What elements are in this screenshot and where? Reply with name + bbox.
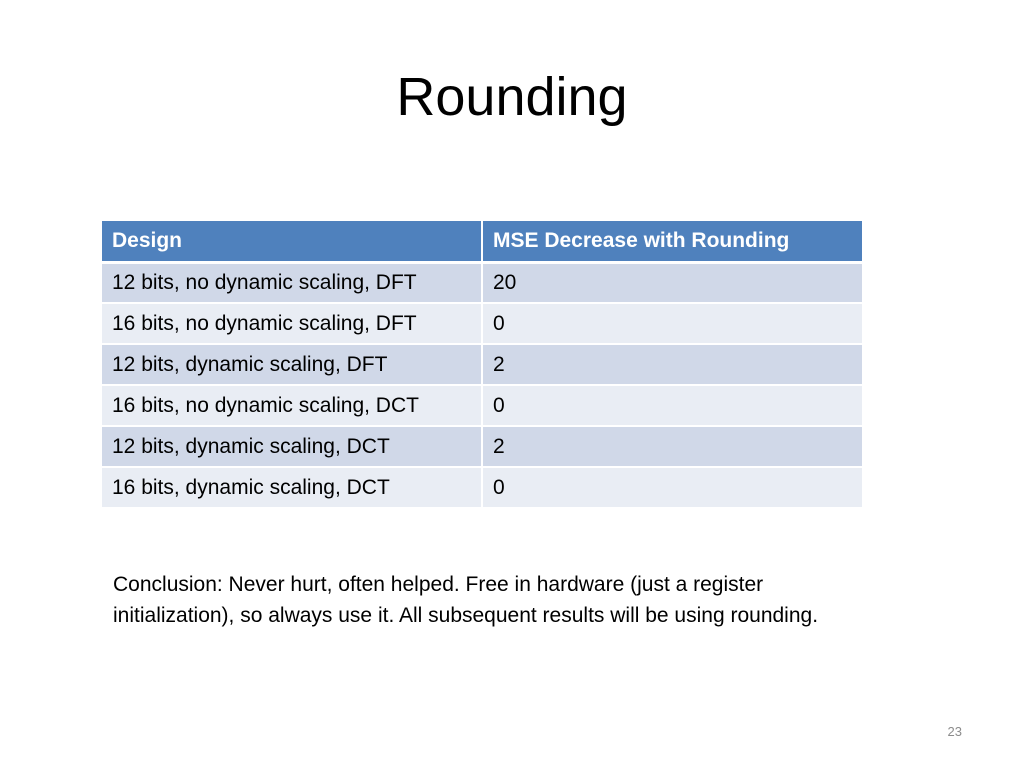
table-row xyxy=(102,303,862,344)
slide-page-number: 23 xyxy=(947,724,962,739)
results-table xyxy=(102,221,862,509)
cell-design: 16 bits, dynamic scaling, DCT xyxy=(102,467,482,508)
cell-design: 16 bits, no dynamic scaling, DFT xyxy=(102,303,482,344)
table-row xyxy=(102,344,862,385)
cell-mse: 20 xyxy=(482,262,862,303)
table-row xyxy=(102,426,862,467)
table-header-row xyxy=(102,221,862,262)
table-row xyxy=(102,385,862,426)
table-row xyxy=(102,467,862,508)
cell-design: 16 bits, no dynamic scaling, DCT xyxy=(102,385,482,426)
slide-title: Rounding xyxy=(396,67,628,127)
header-mse-decrease: MSE Decrease with Rounding xyxy=(482,221,862,262)
cell-design: 12 bits, dynamic scaling, DFT xyxy=(102,344,482,385)
cell-mse: 0 xyxy=(482,385,862,426)
cell-mse: 2 xyxy=(482,344,862,385)
table-row xyxy=(102,262,862,303)
cell-mse: 2 xyxy=(482,426,862,467)
cell-mse: 0 xyxy=(482,303,862,344)
conclusion-text: Conclusion: Never hurt, often helped. Free in hardware (just a register initialization), so always use it. All subsequent results will be using rounding. xyxy=(113,573,819,627)
cell-mse: 0 xyxy=(482,467,862,508)
cell-design: 12 bits, dynamic scaling, DCT xyxy=(102,426,482,467)
cell-design: 12 bits, no dynamic scaling, DFT xyxy=(102,262,482,303)
header-design: Design xyxy=(102,221,482,262)
